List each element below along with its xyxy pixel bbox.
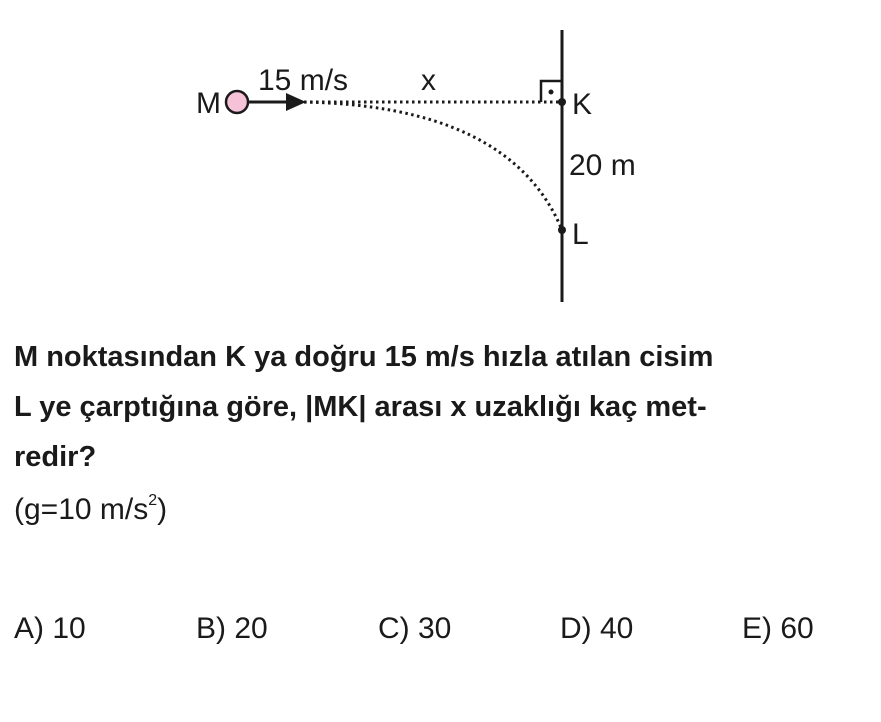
point-l xyxy=(558,226,566,234)
label-m: M xyxy=(196,87,221,120)
choice-c-value: 30 xyxy=(418,612,452,645)
label-distance: 20 m xyxy=(569,149,636,182)
choice-b[interactable] xyxy=(196,612,268,646)
right-angle-dot xyxy=(549,90,554,95)
label-k: K xyxy=(572,88,593,121)
gravity-note xyxy=(14,492,167,527)
question-text xyxy=(14,332,864,482)
label-speed: 15 m/s xyxy=(258,64,349,97)
choice-c[interactable] xyxy=(378,612,451,646)
projectile-diagram xyxy=(0,0,881,310)
trajectory-curve xyxy=(298,102,562,230)
choice-e-value: 60 xyxy=(780,612,814,645)
label-l: L xyxy=(572,218,589,251)
choice-b-letter: B) xyxy=(196,612,226,645)
label-x: x xyxy=(421,64,436,97)
gravity-note-suffix: ) xyxy=(157,493,168,526)
question-line-1: M noktasından K ya doğru 15 m/s hızla atılan cisim xyxy=(14,341,714,373)
answer-choices xyxy=(14,612,874,660)
choice-e-letter: E) xyxy=(742,612,772,645)
gravity-note-exponent: 2 xyxy=(148,492,158,509)
choice-d[interactable] xyxy=(560,612,633,646)
question-line-2: L ye çarptığına göre, |MK| arası x uzaklığı kaç met- xyxy=(14,391,707,423)
point-k xyxy=(558,98,566,106)
choice-b-value: 20 xyxy=(234,612,268,645)
choice-e[interactable] xyxy=(742,612,814,646)
choice-a-letter: A) xyxy=(14,612,44,645)
ball-m xyxy=(226,91,248,113)
choice-a[interactable] xyxy=(14,612,86,646)
choice-c-letter: C) xyxy=(378,612,410,645)
question-line-3: redir? xyxy=(14,441,97,473)
choice-d-value: 40 xyxy=(600,612,634,645)
gravity-note-prefix: (g=10 m/s xyxy=(14,493,149,526)
choice-a-value: 10 xyxy=(52,612,86,645)
choice-d-letter: D) xyxy=(560,612,592,645)
